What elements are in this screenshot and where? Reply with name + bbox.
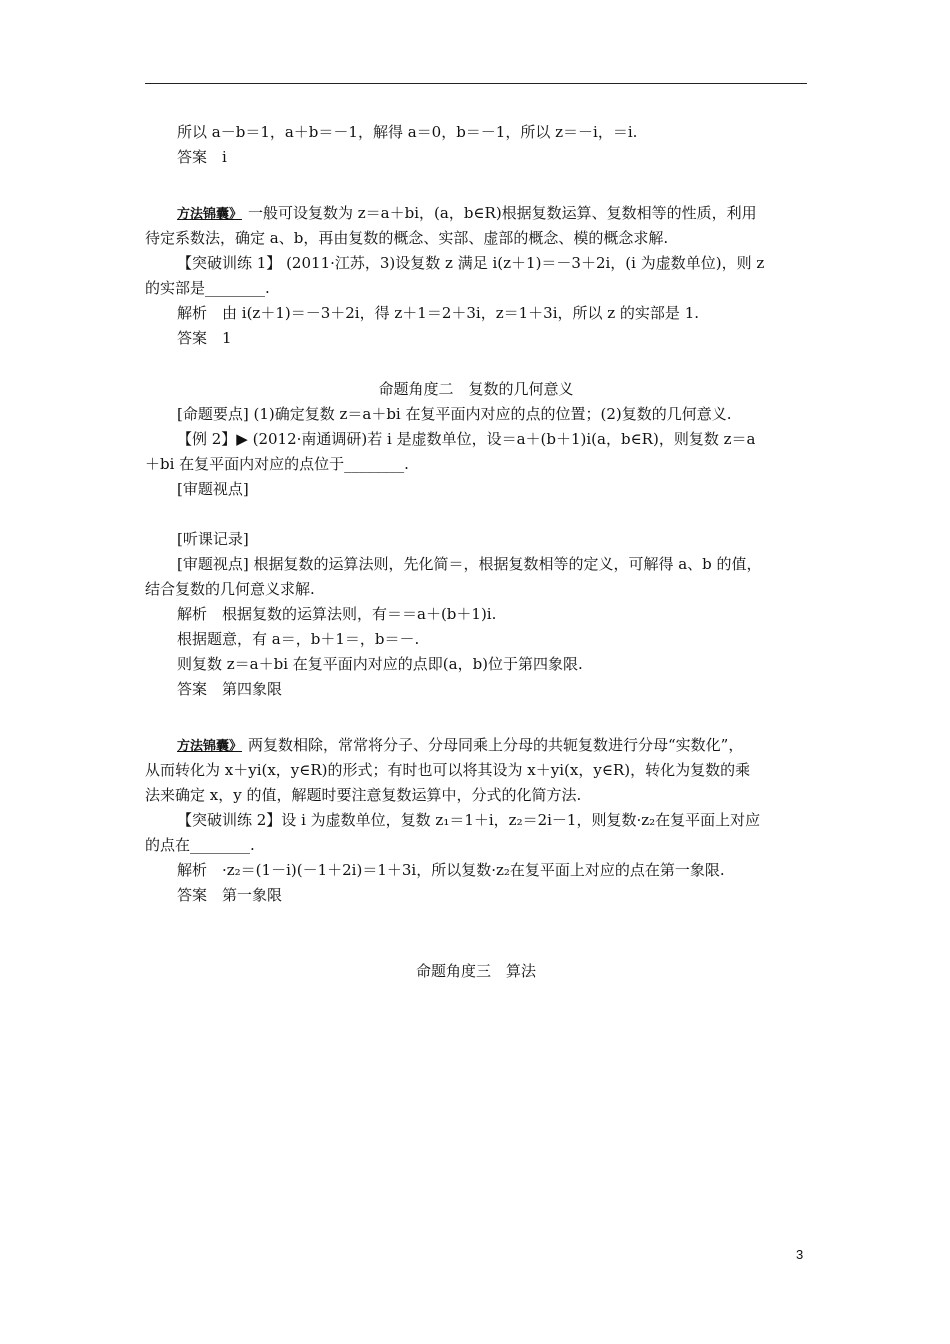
answer-line: 答案 1 [177, 329, 232, 347]
text-line: 则复数 z＝a＋bi 在复平面内对应的点即(a，b)位于第四象限. [177, 655, 583, 673]
header-rule [145, 83, 807, 84]
answer-line: 答案 第一象限 [177, 886, 283, 904]
text-line: 的实部是________. [145, 279, 270, 297]
exercise-line: 【突破训练 1】 (2011·江苏，3)设复数 z 满足 i(z＋1)＝－3＋2i，(i 为虚数单位)，则 z [177, 254, 765, 272]
text-line: [命题要点] (1)确定复数 z＝a＋bi 在复平面内对应的点的位置；(2)复数的几何意义. [177, 405, 732, 423]
answer-line: 答案 第四象限 [177, 680, 283, 698]
page-number: 3 [796, 1247, 804, 1262]
text-line: 的点在________. [145, 836, 255, 854]
text-line: 一般可设复数为 z＝a＋bi，(a，b∈R)根据复数运算、复数相等的性质，利用 [248, 204, 757, 222]
example-line: 【例 2】▶ (2012·南通调研)若 i 是虚数单位，设＝a＋(b＋1)i(a，b∈R)，则复数 z＝a [177, 430, 756, 448]
method-tag: 方法锦囊》 [177, 207, 243, 222]
text-line: 两复数相除，常常将分子、分母同乘上分母的共轭复数进行分母“实数化”， [248, 736, 744, 754]
text-line: [审题视点] [177, 480, 249, 498]
exercise-line: 【突破训练 2】设 i 为虚数单位，复数 z₁＝1＋i，z₂＝2i－1，则复数·z₂在复平面上对应 [177, 811, 761, 829]
text-line: 结合复数的几何意义求解. [145, 580, 315, 598]
text-line: 法来确定 x，y 的值，解题时要注意复数运算中，分式的化简方法. [145, 786, 582, 804]
answer-line: 答案 i [177, 148, 227, 166]
section-heading: 命题角度三 算法 [415, 962, 536, 980]
text-line: 从而转化为 x＋yi(x，y∈R)的形式；有时也可以将其设为 x＋yi(x，y∈R)，转化为复数的乘 [145, 761, 751, 779]
text-line: 所以 a－b＝1，a＋b＝－1，解得 a＝0，b＝－1，所以 z＝－i，＝i. [177, 123, 638, 141]
analysis-line: 解析 根据复数的运算法则，有＝＝a＋(b＋1)i. [177, 605, 497, 623]
analysis-line: 解析 ·z₂＝(1－i)(－1＋2i)＝1＋3i，所以复数·z₂在复平面上对应的点在第一象限. [177, 861, 725, 879]
section-heading: 命题角度二 复数的几何意义 [378, 380, 574, 398]
analysis-line: 解析 由 i(z＋1)＝－3＋2i，得 z＋1＝2＋3i，z＝1＋3i，所以 z 的实部是 1. [177, 304, 700, 322]
method-paragraph [177, 735, 743, 757]
text-line: 根据题意，有 a＝，b＋1＝，b＝－. [177, 630, 420, 648]
method-paragraph [177, 203, 757, 225]
text-line: [审题视点] 根据复数的运算法则，先化简＝，根据复数相等的定义，可解得 a、b 的值， [177, 555, 762, 573]
text-line: ＋bi 在复平面内对应的点位于________. [145, 455, 409, 473]
text-line: [听课记录] [177, 530, 249, 548]
method-tag: 方法锦囊》 [177, 739, 243, 754]
text-line: 待定系数法，确定 a、b，再由复数的概念、实部、虚部的概念、模的概念求解. [145, 229, 669, 247]
